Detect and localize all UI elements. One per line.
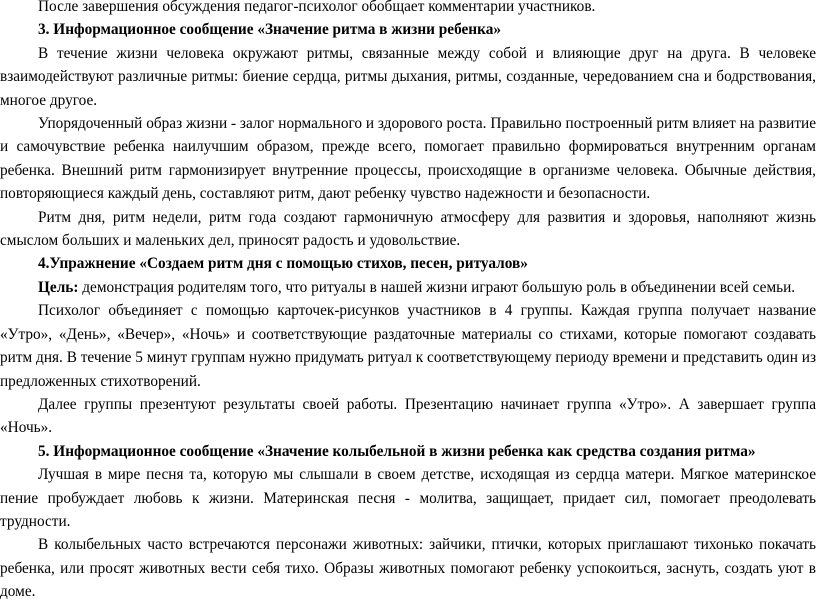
heading-section-5: 5. Информационное сообщение «Значение колыбельной в жизни ребенка как средства создания ритма» bbox=[38, 442, 756, 460]
paragraph-mother-song: Лучшая в мире песня та, которую мы слышали в своем детстве, исходящая из сердца матери. Мягкое материнское пение пробуждает любовь к жизни. Материнская песня - молитва, защищает, придает сил, помогает преодолевать трудности. bbox=[0, 466, 816, 530]
paragraph-day-rhythm: Ритм дня, ритм недели, ритм года создают гармоничную атмосферу для развития и здоровья, наполняют жизнь смыслом больших и маленьких дел, приносят радость и удовольствие. bbox=[0, 208, 816, 250]
paragraph-rhythms: В течение жизни человека окружают ритмы, связанные между собой и влияющие друг на друга. В человеке взаимодействуют различные ритмы: биение сердца, ритмы дыхания, ритмы, созданные, чередованием сна и бодрствования, многое другое. bbox=[0, 44, 816, 109]
heading-section-4: 4.Упражнение «Создаем ритм дня с помощью стихов, песен, ритуалов» bbox=[38, 255, 528, 273]
paragraph-goal bbox=[0, 276, 816, 299]
paragraph-presentations: Далее группы презентуют результаты своей работы. Презентацию начинает группа «Утро». А завершает группа «Ночь». bbox=[0, 395, 816, 437]
paragraph-ordered-life: Упорядоченный образ жизни - залог нормального и здорового роста. Правильно построенный ритм влияет на развитие и самочувствие ребенка наилучшим образом, прежде всего, помогает правильно формироваться внутренним органам ребенка. Внешний ритм гармонизирует внутренние процессы, происходящие в организме человека. Обычные действия, повторяющиеся каждый день, составляют ритм, дают ребенку чувство надежности и безопасности. bbox=[0, 115, 816, 203]
paragraph-groups: Психолог объединяет с помощью карточек-рисунков участников в 4 группы. Каждая группа получает название «Утро», «День», «Вечер», «Ночь» и соответствующие раздаточные материалы со стихами, которые помогают создавать ритм дня. В течение 5 минут группам нужно придумать ритуал к соответствующему периоду времени и представить один из предложенных стихотворений. bbox=[0, 302, 816, 390]
heading-section-3: 3. Информационное сообщение «Значение ритма в жизни ребенка» bbox=[38, 21, 501, 39]
paragraph-intro: После завершения обсуждения педагог-психолог обобщает комментарии участников. bbox=[38, 0, 596, 15]
paragraph-lullaby-animals: В колыбельных часто встречаются персонажи животных: зайчики, птички, которых приглашают тихонько покачать ребенка, или просят животных вести себя тихо. Образы животных помогают ребенку успокоиться, заснуть, создать уют в доме. bbox=[0, 536, 816, 601]
goal-text: демонстрация родителям того, что ритуалы в нашей жизни играют большую роль в объединении всей семьи. bbox=[78, 278, 796, 296]
goal-label: Цель: bbox=[38, 278, 79, 296]
